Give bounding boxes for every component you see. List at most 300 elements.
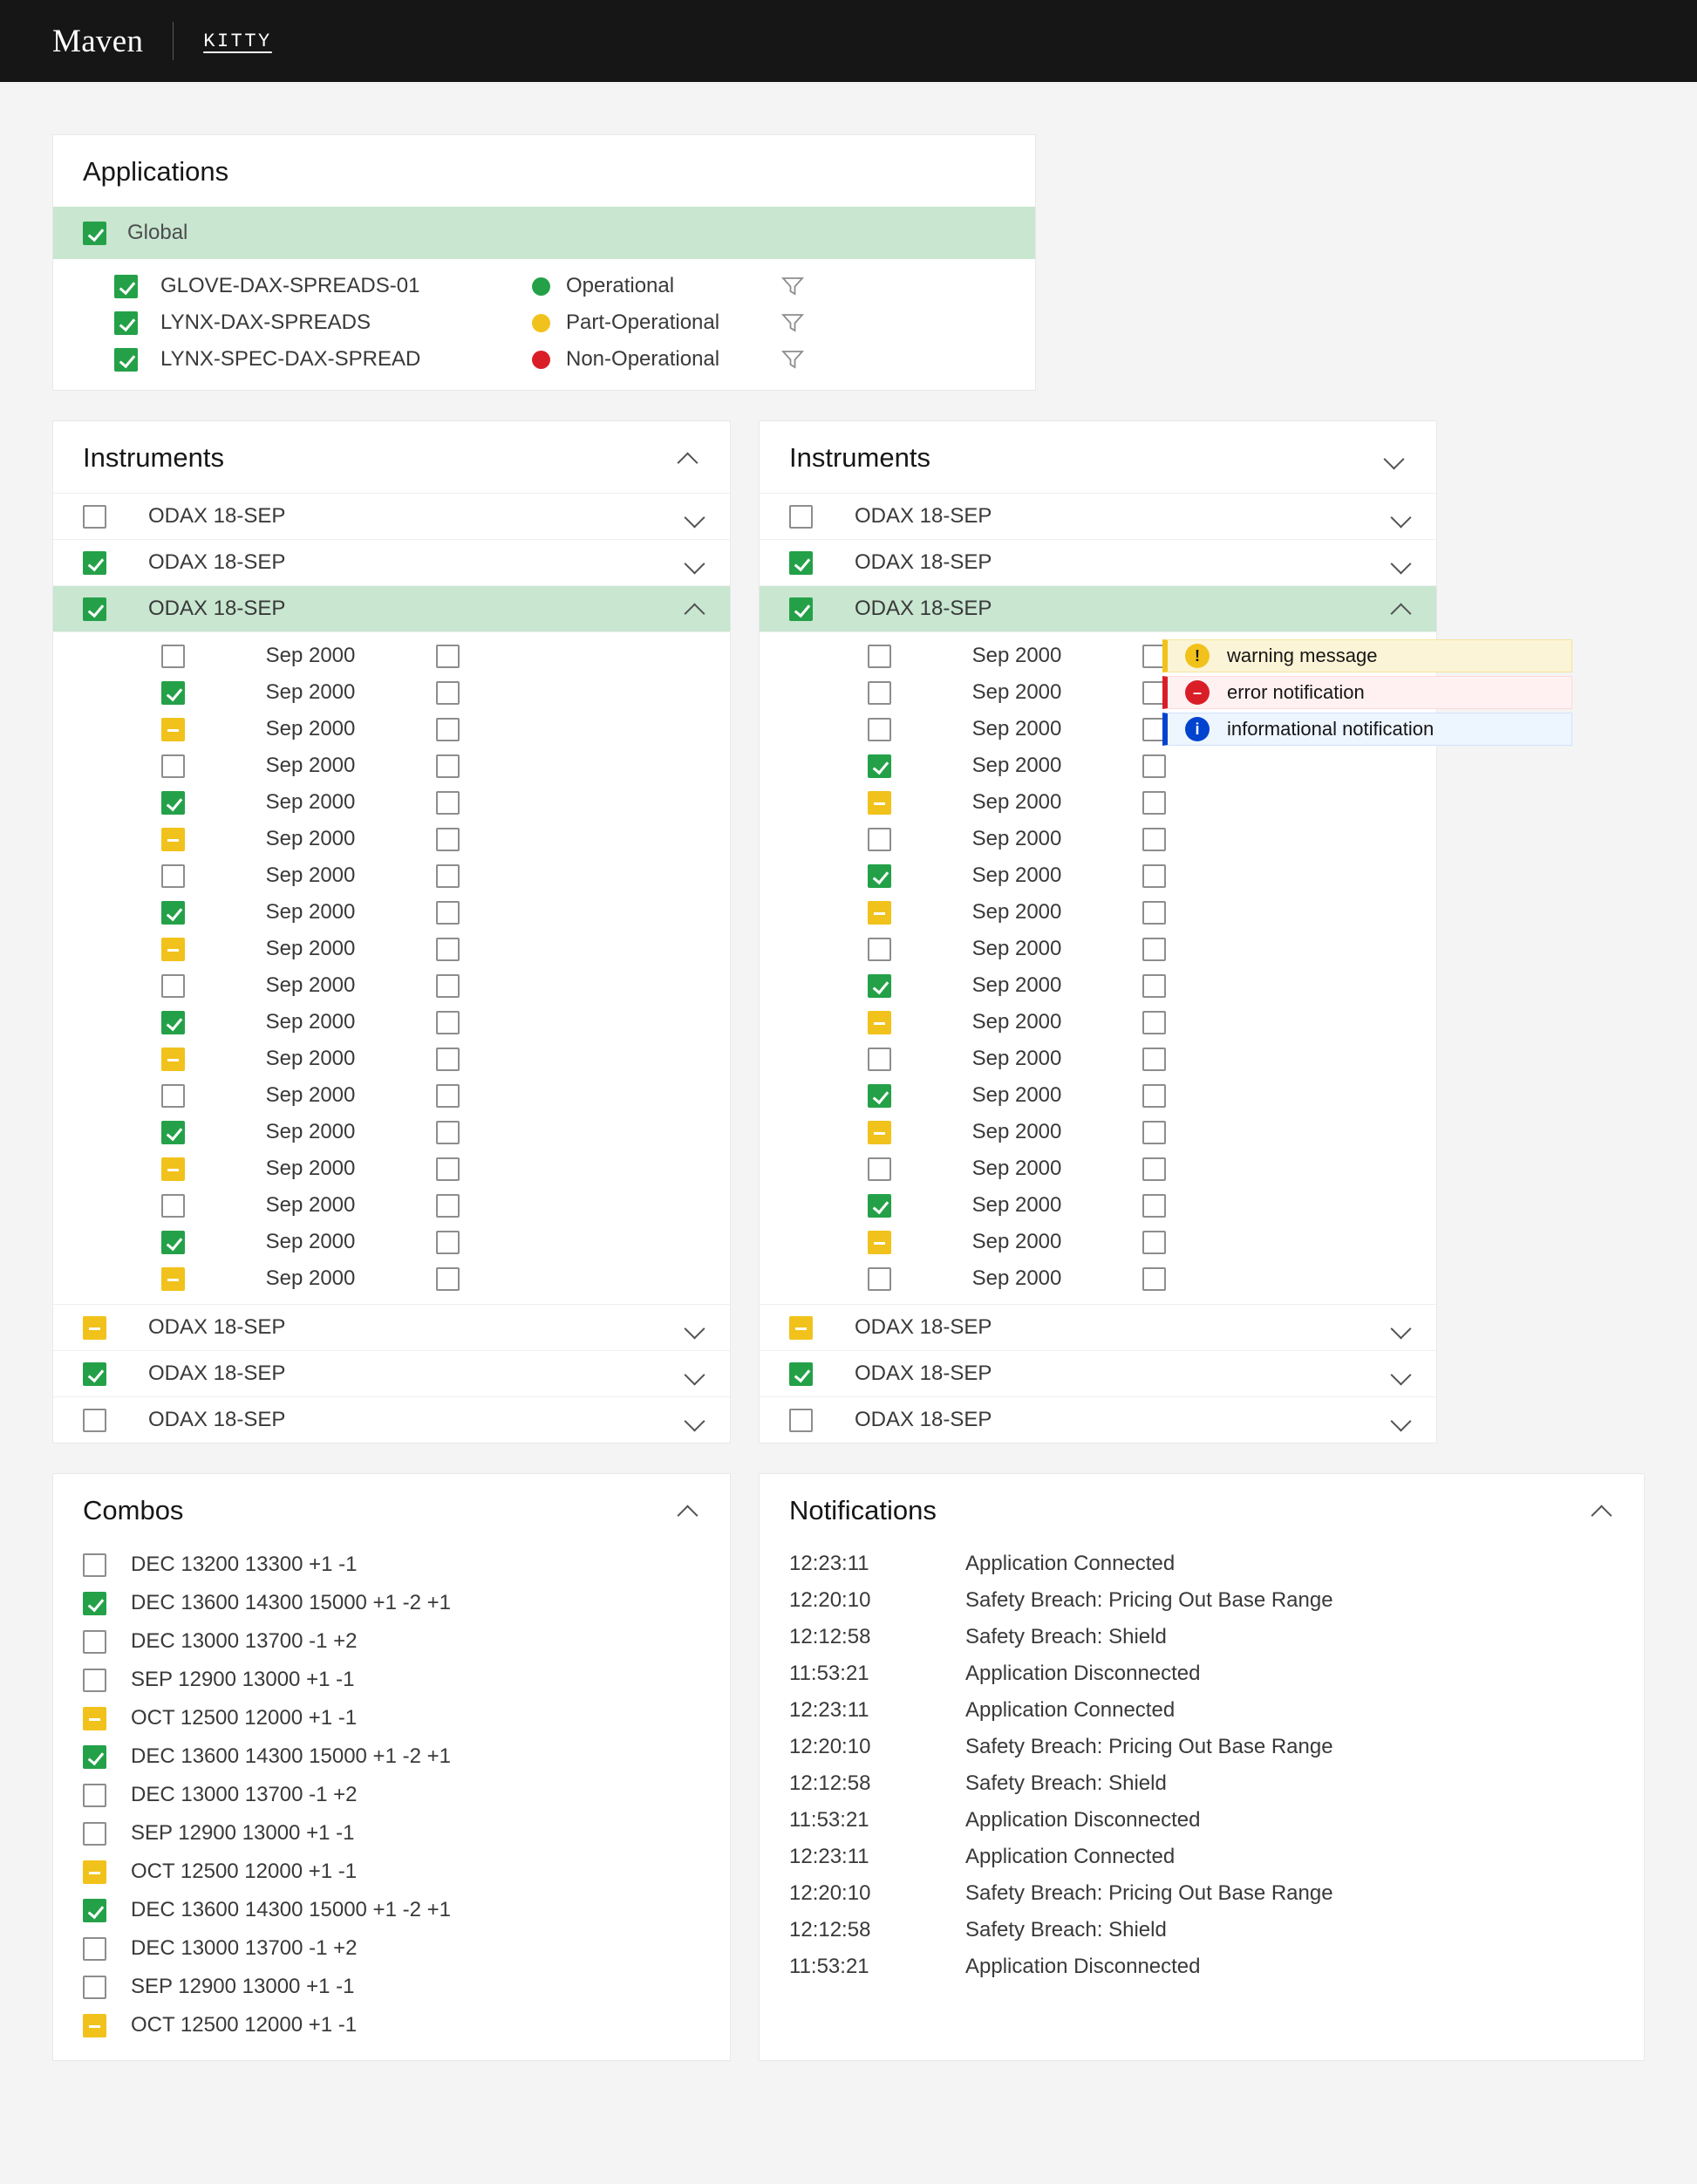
- expiration-row[interactable]: [760, 638, 1436, 674]
- notification-message: Application Connected: [965, 1845, 1176, 1868]
- combo-row[interactable]: [53, 1891, 730, 1929]
- expiration-row[interactable]: [53, 1187, 730, 1224]
- notifications-title-label: Notifications: [789, 1495, 937, 1525]
- expiration-checkbox[interactable]: [868, 754, 891, 778]
- notification-time: 12:20:10: [789, 1735, 871, 1758]
- instrument-name: ODAX 18-SEP: [855, 550, 992, 574]
- expiration-label: Sep 2000: [971, 754, 1062, 777]
- toast-message: informational notification: [1227, 718, 1435, 740]
- instrument-checkbox[interactable]: [789, 505, 813, 529]
- instrument-checkbox[interactable]: [83, 1316, 106, 1340]
- combos-notifications-row: [52, 1473, 1645, 2061]
- instruments-left-title-label: Instruments: [83, 442, 224, 473]
- expiration-label: Sep 2000: [971, 1083, 1062, 1107]
- notification-message: Application Connected: [965, 1552, 1176, 1575]
- notification-time: 12:20:10: [789, 1881, 871, 1905]
- notification-row[interactable]: [760, 1582, 1644, 1619]
- expiration-label: Sep 2000: [265, 717, 356, 741]
- expiration-checkbox[interactable]: [868, 864, 891, 888]
- expiration-secondary-checkbox[interactable]: [436, 1157, 460, 1181]
- instrument-name: ODAX 18-SEP: [855, 504, 992, 528]
- expiration-secondary-checkbox[interactable]: [1142, 791, 1166, 815]
- notifications-card: [759, 1473, 1645, 2061]
- combos-list: [53, 1546, 730, 2060]
- notification-row[interactable]: [760, 1875, 1644, 1912]
- expiration-checkbox[interactable]: [868, 1011, 891, 1034]
- expiration-checkbox[interactable]: [868, 1121, 891, 1144]
- expiration-label: Sep 2000: [971, 1010, 1062, 1034]
- status-dot-icon: [532, 351, 550, 369]
- instrument-checkbox[interactable]: [83, 1409, 106, 1432]
- combo-label: OCT 12500 12000 +1 -1: [131, 2013, 358, 2037]
- expiration-row[interactable]: [53, 784, 730, 821]
- expiration-label: Sep 2000: [971, 1120, 1062, 1143]
- expiration-label: Sep 2000: [265, 790, 356, 814]
- notification-row[interactable]: [760, 1692, 1644, 1729]
- combo-label: DEC 13600 14300 15000 +1 -2 +1: [131, 1898, 451, 1921]
- expiration-checkbox[interactable]: [161, 1267, 185, 1291]
- expiration-label: Sep 2000: [971, 900, 1062, 924]
- combo-checkbox[interactable]: [83, 1745, 106, 1769]
- application-row[interactable]: [53, 304, 1035, 341]
- chevron-up-icon[interactable]: [685, 597, 707, 620]
- expiration-label: Sep 2000: [265, 1157, 356, 1180]
- instrument-checkbox[interactable]: [83, 597, 106, 621]
- expiration-secondary-checkbox[interactable]: [436, 645, 460, 668]
- instrument-name: ODAX 18-SEP: [148, 1362, 286, 1385]
- notification-time: 11:53:21: [789, 1662, 869, 1685]
- notification-message: Application Connected: [965, 1698, 1176, 1722]
- expiration-checkbox[interactable]: [161, 1194, 185, 1218]
- instrument-name: ODAX 18-SEP: [148, 550, 286, 574]
- expiration-row[interactable]: [53, 967, 730, 1004]
- expiration-secondary-checkbox[interactable]: [1142, 864, 1166, 888]
- combo-checkbox[interactable]: [83, 1976, 106, 1999]
- application-name: GLOVE-DAX-SPREADS-01: [160, 274, 420, 297]
- instrument-checkbox[interactable]: [789, 1362, 813, 1386]
- expiration-row[interactable]: [53, 1224, 730, 1260]
- expiration-checkbox[interactable]: [868, 718, 891, 741]
- chevron-down-icon[interactable]: [685, 551, 707, 574]
- combo-label: DEC 13000 13700 -1 +2: [131, 1629, 358, 1653]
- combo-checkbox[interactable]: [83, 1822, 106, 1846]
- expiration-label: Sep 2000: [971, 790, 1062, 814]
- expiration-secondary-checkbox[interactable]: [436, 974, 460, 998]
- expiration-secondary-checkbox[interactable]: [1142, 1011, 1166, 1034]
- expiration-secondary-checkbox[interactable]: [436, 1048, 460, 1071]
- expiration-checkbox[interactable]: [868, 681, 891, 705]
- chevron-down-icon[interactable]: [685, 505, 707, 528]
- instrument-row[interactable]: [760, 539, 1436, 585]
- notification-row[interactable]: [760, 1546, 1644, 1582]
- expiration-row[interactable]: [760, 1187, 1436, 1224]
- expiration-label: Sep 2000: [971, 973, 1062, 997]
- combo-row[interactable]: [53, 1584, 730, 1622]
- notifications-title: [760, 1474, 1644, 1546]
- combo-row[interactable]: [53, 1929, 730, 1968]
- expiration-secondary-checkbox[interactable]: [1142, 828, 1166, 851]
- chevron-down-icon[interactable]: [1391, 1316, 1414, 1339]
- notification-time: 12:20:10: [789, 1588, 871, 1612]
- expiration-secondary-checkbox[interactable]: [1142, 1231, 1166, 1254]
- combo-checkbox[interactable]: [83, 1592, 106, 1615]
- expiration-row[interactable]: [760, 674, 1436, 711]
- chevron-down-icon[interactable]: [1391, 551, 1414, 574]
- instrument-name: ODAX 18-SEP: [855, 1408, 992, 1431]
- notification-row[interactable]: [760, 1655, 1644, 1692]
- combo-label: DEC 13600 14300 15000 +1 -2 +1: [131, 1744, 451, 1768]
- instrument-name: ODAX 18-SEP: [855, 1315, 992, 1339]
- notification-row[interactable]: [760, 1729, 1644, 1765]
- notification-message: Safety Breach: Shield: [965, 1625, 1167, 1648]
- expiration-checkbox[interactable]: [161, 1157, 185, 1181]
- notification-time: 12:23:11: [789, 1552, 869, 1575]
- combo-label: SEP 12900 13000 +1 -1: [131, 1821, 355, 1845]
- instrument-row[interactable]: [760, 1396, 1436, 1443]
- expiration-label: Sep 2000: [971, 644, 1062, 667]
- expiration-label: Sep 2000: [265, 754, 356, 777]
- expiration-checkbox[interactable]: [161, 718, 185, 741]
- instruments-right-list: [760, 493, 1436, 1443]
- combo-label: OCT 12500 12000 +1 -1: [131, 1706, 358, 1730]
- combo-row[interactable]: [53, 1699, 730, 1737]
- notification-message: Safety Breach: Shield: [965, 1771, 1167, 1795]
- top-navigation-bar: [0, 0, 1697, 82]
- expiration-checkbox[interactable]: [161, 1048, 185, 1071]
- warning-toast[interactable]: [1162, 639, 1572, 672]
- expiration-label: Sep 2000: [265, 1010, 356, 1034]
- error-icon: –: [1185, 680, 1210, 705]
- expiration-row[interactable]: [53, 1041, 730, 1077]
- instruments-right-card: [759, 420, 1437, 1443]
- expiration-row[interactable]: [760, 894, 1436, 931]
- application-checkbox[interactable]: [114, 348, 138, 372]
- expiration-row[interactable]: [760, 931, 1436, 967]
- instruments-row: [52, 420, 1645, 1443]
- expiration-row[interactable]: [760, 1150, 1436, 1187]
- application-row[interactable]: [53, 341, 1035, 378]
- expiration-row[interactable]: [53, 931, 730, 967]
- expiration-checkbox[interactable]: [161, 1011, 185, 1034]
- instrument-checkbox[interactable]: [83, 551, 106, 575]
- combo-row[interactable]: [53, 1776, 730, 1814]
- combo-row[interactable]: [53, 1968, 730, 2006]
- funnel-icon[interactable]: [781, 349, 804, 370]
- expiration-checkbox[interactable]: [161, 901, 185, 925]
- expiration-label: Sep 2000: [971, 680, 1062, 704]
- info-icon: i: [1185, 717, 1210, 741]
- notifications-list: [760, 1546, 1644, 2001]
- expiration-secondary-checkbox[interactable]: [1142, 1121, 1166, 1144]
- expiration-checkbox[interactable]: [161, 681, 185, 705]
- expiration-label: Sep 2000: [265, 1120, 356, 1143]
- notification-time: 12:23:11: [789, 1698, 869, 1722]
- application-checkbox[interactable]: [114, 311, 138, 335]
- application-global-row[interactable]: [53, 207, 1035, 259]
- expiration-secondary-checkbox[interactable]: [436, 1084, 460, 1108]
- expiration-checkbox[interactable]: [868, 645, 891, 668]
- notification-time: 11:53:21: [789, 1955, 869, 1978]
- expiration-row[interactable]: [760, 747, 1436, 784]
- notification-time: 11:53:21: [789, 1808, 869, 1832]
- page-content: [0, 82, 1697, 2061]
- expiration-checkbox[interactable]: [868, 828, 891, 851]
- combo-row[interactable]: [53, 1622, 730, 1661]
- application-row[interactable]: [53, 268, 1035, 304]
- warning-icon: !: [1185, 644, 1210, 668]
- combo-row[interactable]: [53, 1546, 730, 1584]
- instrument-checkbox[interactable]: [83, 1362, 106, 1386]
- expiration-row[interactable]: [53, 1150, 730, 1187]
- expiration-checkbox[interactable]: [868, 1194, 891, 1218]
- chevron-up-icon[interactable]: [678, 1499, 700, 1522]
- expiration-secondary-checkbox[interactable]: [436, 1194, 460, 1218]
- instrument-row[interactable]: [760, 493, 1436, 539]
- instrument-row[interactable]: [760, 1350, 1436, 1396]
- expiration-secondary-checkbox[interactable]: [1142, 1194, 1166, 1218]
- instrument-checkbox[interactable]: [789, 551, 813, 575]
- expiration-row[interactable]: [53, 857, 730, 894]
- combo-row[interactable]: [53, 1661, 730, 1699]
- instrument-row[interactable]: [760, 585, 1436, 631]
- expiration-label: Sep 2000: [971, 717, 1062, 741]
- instrument-checkbox[interactable]: [789, 597, 813, 621]
- instrument-checkbox[interactable]: [789, 1409, 813, 1432]
- expiration-row[interactable]: [53, 747, 730, 784]
- expiration-checkbox[interactable]: [161, 1231, 185, 1254]
- expiration-label: Sep 2000: [971, 863, 1062, 887]
- notification-row[interactable]: [760, 1912, 1644, 1949]
- instrument-expirations-list: [760, 631, 1436, 1304]
- expiration-secondary-checkbox[interactable]: [1142, 754, 1166, 778]
- instrument-row[interactable]: [53, 493, 730, 539]
- expiration-checkbox[interactable]: [868, 791, 891, 815]
- expiration-secondary-checkbox[interactable]: [436, 1231, 460, 1254]
- combo-checkbox[interactable]: [83, 1669, 106, 1692]
- notification-message: Safety Breach: Pricing Out Base Range: [965, 1735, 1333, 1758]
- instruments-right-title-label: Instruments: [789, 442, 930, 473]
- instrument-name: ODAX 18-SEP: [855, 1362, 992, 1385]
- expiration-label: Sep 2000: [971, 1047, 1062, 1070]
- combo-checkbox[interactable]: [83, 1860, 106, 1884]
- expiration-row[interactable]: [760, 1077, 1436, 1114]
- expiration-secondary-checkbox[interactable]: [436, 828, 460, 851]
- expiration-secondary-checkbox[interactable]: [1142, 938, 1166, 961]
- expiration-checkbox[interactable]: [868, 974, 891, 998]
- notification-row[interactable]: [760, 1802, 1644, 1839]
- chevron-up-icon[interactable]: [678, 447, 700, 469]
- expiration-label: Sep 2000: [971, 1230, 1062, 1253]
- applications-row: [52, 134, 1645, 391]
- combo-label: DEC 13200 13300 +1 -1: [131, 1553, 358, 1576]
- application-status: [532, 311, 759, 335]
- expiration-row[interactable]: [760, 711, 1436, 747]
- chevron-down-icon[interactable]: [1384, 447, 1407, 469]
- combo-checkbox[interactable]: [83, 1630, 106, 1654]
- chevron-down-icon[interactable]: [1391, 1409, 1414, 1431]
- notification-row[interactable]: [760, 1619, 1644, 1655]
- error-toast[interactable]: [1162, 676, 1572, 709]
- combo-checkbox[interactable]: [83, 2014, 106, 2037]
- status-label: Operational: [566, 274, 675, 297]
- expiration-secondary-checkbox[interactable]: [436, 1267, 460, 1291]
- expiration-label: Sep 2000: [971, 1193, 1062, 1217]
- global-checkbox[interactable]: [83, 222, 106, 245]
- expiration-row[interactable]: [53, 821, 730, 857]
- brand-divider: [173, 22, 174, 60]
- chevron-down-icon[interactable]: [685, 1316, 707, 1339]
- expiration-secondary-checkbox[interactable]: [1142, 1048, 1166, 1071]
- expiration-row[interactable]: [53, 1004, 730, 1041]
- expiration-row[interactable]: [760, 1114, 1436, 1150]
- expiration-checkbox[interactable]: [161, 754, 185, 778]
- combo-label: DEC 13600 14300 15000 +1 -2 +1: [131, 1591, 451, 1614]
- chevron-up-icon[interactable]: [1391, 597, 1414, 620]
- combo-checkbox[interactable]: [83, 1937, 106, 1961]
- expiration-secondary-checkbox[interactable]: [436, 1011, 460, 1034]
- expiration-row[interactable]: [760, 821, 1436, 857]
- instrument-expirations-list: [53, 631, 730, 1304]
- expiration-checkbox[interactable]: [868, 901, 891, 925]
- chevron-up-icon[interactable]: [1591, 1499, 1614, 1522]
- expiration-row[interactable]: [760, 1260, 1436, 1297]
- instrument-row[interactable]: [53, 1304, 730, 1350]
- expiration-secondary-checkbox[interactable]: [436, 791, 460, 815]
- status-dot-icon: [532, 314, 550, 332]
- combo-label: DEC 13000 13700 -1 +2: [131, 1936, 358, 1960]
- expiration-row[interactable]: [760, 967, 1436, 1004]
- expiration-checkbox[interactable]: [161, 938, 185, 961]
- expiration-row[interactable]: [760, 1041, 1436, 1077]
- expiration-row[interactable]: [53, 1114, 730, 1150]
- notification-message: Application Disconnected: [965, 1808, 1201, 1832]
- expiration-row[interactable]: [53, 711, 730, 747]
- application-checkbox[interactable]: [114, 275, 138, 298]
- instruments-right-title: [760, 421, 1436, 493]
- expiration-row[interactable]: [53, 1077, 730, 1114]
- chevron-down-icon[interactable]: [1391, 1362, 1414, 1385]
- expiration-row[interactable]: [53, 674, 730, 711]
- notification-message: Safety Breach: Pricing Out Base Range: [965, 1881, 1333, 1905]
- expiration-label: Sep 2000: [971, 827, 1062, 850]
- instruments-left-card: [52, 420, 731, 1443]
- application-status: [532, 347, 759, 372]
- combo-row[interactable]: [53, 1814, 730, 1853]
- notification-row[interactable]: [760, 1765, 1644, 1802]
- instrument-row[interactable]: [53, 539, 730, 585]
- combo-row[interactable]: [53, 1737, 730, 1776]
- combo-checkbox[interactable]: [83, 1899, 106, 1922]
- expiration-row[interactable]: [53, 1260, 730, 1297]
- expiration-checkbox[interactable]: [868, 1048, 891, 1071]
- expiration-checkbox[interactable]: [868, 1157, 891, 1181]
- instrument-row[interactable]: [760, 1304, 1436, 1350]
- expiration-checkbox[interactable]: [161, 864, 185, 888]
- instrument-checkbox[interactable]: [789, 1316, 813, 1340]
- expiration-label: Sep 2000: [971, 937, 1062, 960]
- notification-row[interactable]: [760, 1839, 1644, 1875]
- expiration-row[interactable]: [760, 857, 1436, 894]
- instrument-checkbox[interactable]: [83, 505, 106, 529]
- expiration-row[interactable]: [760, 784, 1436, 821]
- expiration-secondary-checkbox[interactable]: [1142, 974, 1166, 998]
- expiration-secondary-checkbox[interactable]: [1142, 901, 1166, 925]
- instrument-row[interactable]: [53, 1396, 730, 1443]
- notification-time: 12:12:58: [789, 1918, 871, 1942]
- expiration-secondary-checkbox[interactable]: [1142, 1267, 1166, 1291]
- combo-checkbox[interactable]: [83, 1707, 106, 1730]
- notification-message: Application Disconnected: [965, 1955, 1201, 1978]
- combo-checkbox[interactable]: [83, 1553, 106, 1577]
- expiration-label: Sep 2000: [265, 973, 356, 997]
- expiration-checkbox[interactable]: [161, 828, 185, 851]
- expiration-checkbox[interactable]: [161, 645, 185, 668]
- applications-title-label: Applications: [83, 156, 229, 187]
- expiration-secondary-checkbox[interactable]: [1142, 1157, 1166, 1181]
- expiration-label: Sep 2000: [265, 644, 356, 667]
- expiration-label: Sep 2000: [265, 680, 356, 704]
- chevron-down-icon[interactable]: [685, 1362, 707, 1385]
- expiration-secondary-checkbox[interactable]: [436, 1121, 460, 1144]
- expiration-checkbox[interactable]: [868, 1267, 891, 1291]
- combo-label: SEP 12900 13000 +1 -1: [131, 1975, 355, 1998]
- expiration-checkbox[interactable]: [868, 1231, 891, 1254]
- expiration-secondary-checkbox[interactable]: [436, 718, 460, 741]
- expiration-secondary-checkbox[interactable]: [436, 754, 460, 778]
- funnel-icon[interactable]: [781, 312, 804, 333]
- expiration-label: Sep 2000: [265, 1266, 356, 1290]
- combo-label: OCT 12500 12000 +1 -1: [131, 1860, 358, 1883]
- brand-subtitle[interactable]: KITTY: [203, 30, 272, 52]
- expiration-checkbox[interactable]: [161, 1084, 185, 1108]
- expiration-label: Sep 2000: [971, 1157, 1062, 1180]
- chevron-down-icon[interactable]: [685, 1409, 707, 1431]
- instrument-name: ODAX 18-SEP: [148, 1315, 286, 1339]
- applications-card: [52, 134, 1036, 391]
- combo-label: DEC 13000 13700 -1 +2: [131, 1783, 358, 1806]
- instrument-row[interactable]: [53, 1350, 730, 1396]
- info-toast[interactable]: [1162, 713, 1572, 746]
- expiration-label: Sep 2000: [265, 1230, 356, 1253]
- expiration-checkbox[interactable]: [161, 791, 185, 815]
- chevron-down-icon[interactable]: [1391, 505, 1414, 528]
- combo-checkbox[interactable]: [83, 1784, 106, 1807]
- combo-row[interactable]: [53, 1853, 730, 1891]
- expiration-secondary-checkbox[interactable]: [1142, 1084, 1166, 1108]
- expiration-checkbox[interactable]: [868, 938, 891, 961]
- expiration-row[interactable]: [760, 1004, 1436, 1041]
- notification-time: 12:23:11: [789, 1845, 869, 1868]
- instruments-left-list: [53, 493, 730, 1443]
- instrument-row[interactable]: [53, 585, 730, 631]
- expiration-secondary-checkbox[interactable]: [436, 681, 460, 705]
- notification-row[interactable]: [760, 1949, 1644, 1985]
- expiration-checkbox[interactable]: [161, 1121, 185, 1144]
- expiration-row[interactable]: [53, 638, 730, 674]
- expiration-row[interactable]: [53, 894, 730, 931]
- expiration-secondary-checkbox[interactable]: [436, 901, 460, 925]
- expiration-secondary-checkbox[interactable]: [436, 938, 460, 961]
- expiration-checkbox[interactable]: [161, 974, 185, 998]
- application-name: LYNX-DAX-SPREADS: [160, 311, 371, 334]
- expiration-checkbox[interactable]: [868, 1084, 891, 1108]
- notification-time: 12:12:58: [789, 1625, 871, 1648]
- funnel-icon[interactable]: [781, 276, 804, 297]
- expiration-row[interactable]: [760, 1224, 1436, 1260]
- expiration-secondary-checkbox[interactable]: [436, 864, 460, 888]
- brand-logo: Maven: [52, 23, 144, 59]
- combo-row[interactable]: [53, 2006, 730, 2044]
